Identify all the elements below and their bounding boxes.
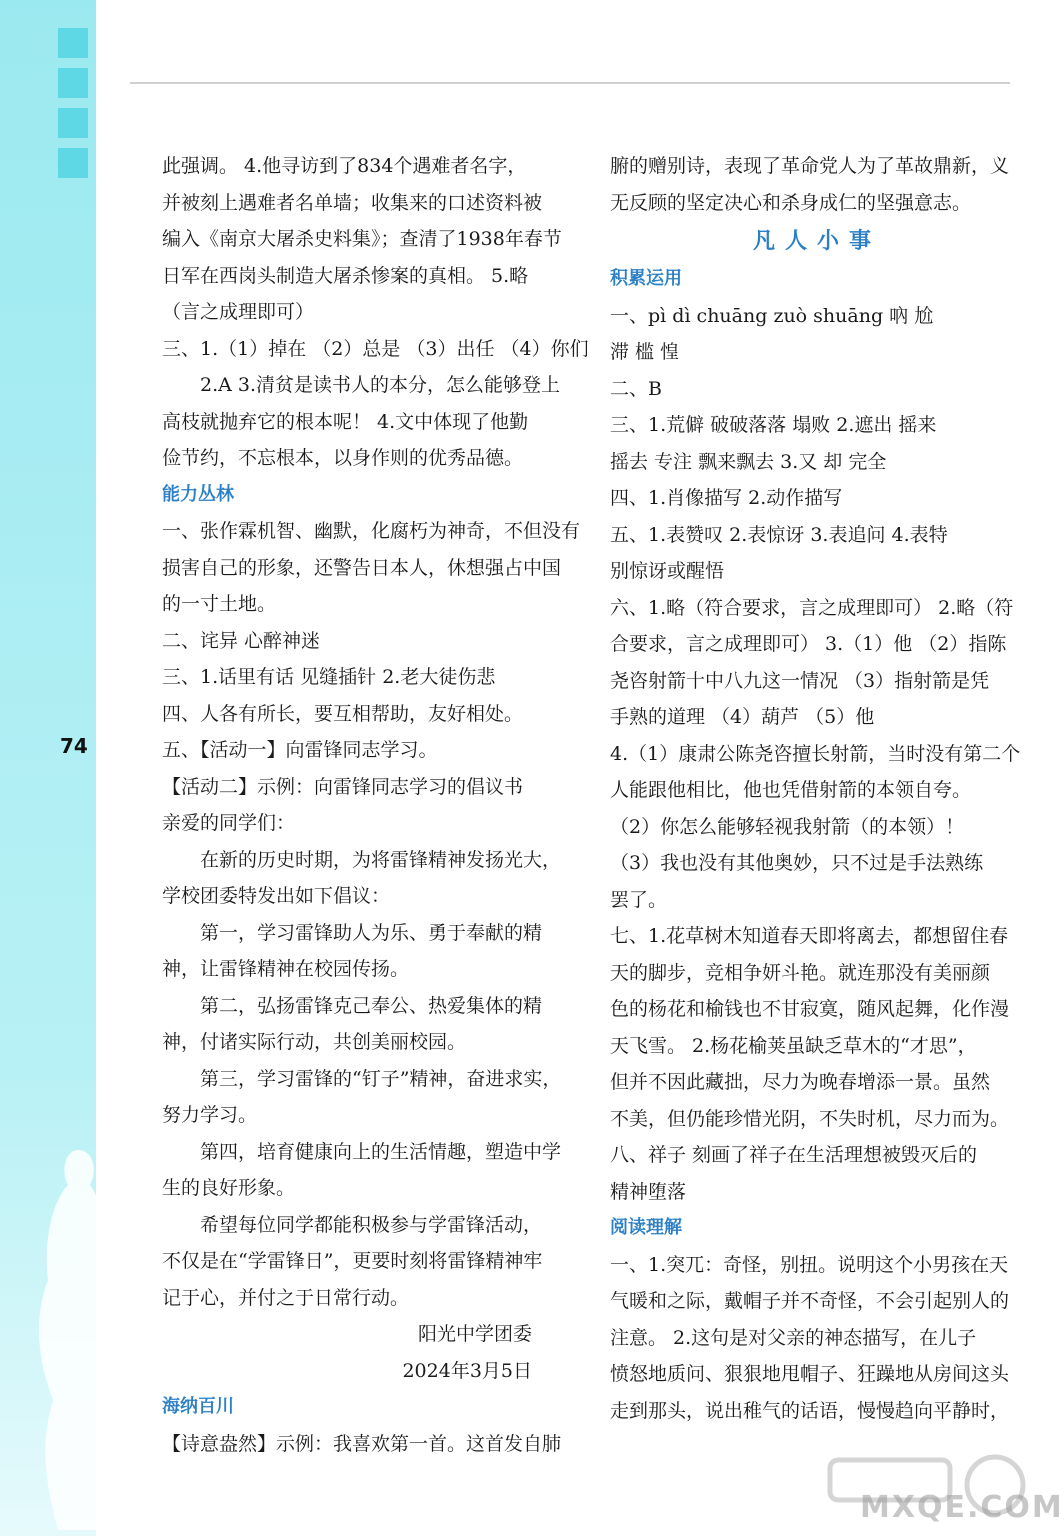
answer-line: 走到那头，说出稚气的话语，慢慢趋向平静时， (610, 1399, 1010, 1422)
answer-line: （言之成理即可） (162, 301, 315, 323)
answer-line: （2）你怎么能够轻视我射箭（的本领）！ (610, 815, 965, 838)
answer-line: 努力学习。 (162, 1104, 258, 1126)
answer-line: 三、1.话里有话 见缝插针 2.老大徒伤悲 (162, 666, 496, 688)
answer-line: 第三，学习雷锋的“钉子”精神，奋进求实， (200, 1067, 562, 1090)
answer-line: 并被刻上遇难者名单墙；收集来的口述资料被 (162, 191, 543, 214)
answer-line: （3）我也没有其他奥妙，只不过是手法熟练 (610, 852, 984, 874)
answer-line: 无反顾的坚定决心和杀身成仁的坚强意志。 (610, 191, 972, 214)
answer-line: 精神堕落 (610, 1180, 687, 1203)
answer-line: 神，让雷锋精神在校园传扬。 (162, 958, 410, 980)
answer-line: 学校团委特发出如下倡议： (162, 885, 391, 907)
right-answer-column (610, 148, 1024, 1429)
signature-line: 2024年3月5日 (402, 1359, 532, 1382)
answer-line: 高枝就抛弃它的根本呢！ 4.文中体现了他勤 (162, 410, 529, 433)
answer-line: 记于心，并付之于日常行动。 (162, 1286, 410, 1309)
page-number: 74 (60, 734, 88, 758)
answer-line: 【活动二】示例：向雷锋同志学习的倡议书 (162, 775, 524, 798)
answer-line: 2.A 3.清贫是读书人的本分，怎么能够登上 (200, 374, 561, 396)
answer-line: 一、张作霖机智、幽默，化腐朽为神奇，不但没有 (162, 520, 581, 542)
answer-line: 一、1.突兀：奇怪，别扭。说明这个小男孩在天 (610, 1253, 1009, 1276)
answer-line: 二、诧异 心醉神迷 (162, 629, 321, 652)
running-figure-silhouette (18, 1150, 138, 1530)
answer-line: 八、祥子 刻画了祥子在生活理想被毁灭后的 (610, 1144, 978, 1166)
answer-line: 此强调。 4.他寻访到了834个遇难者名字， (162, 155, 527, 177)
watermark-text: MXQE.COM (860, 1490, 1064, 1525)
answer-line: 人能跟他相比，他也凭借射箭的本领自夸。 (610, 779, 972, 801)
answer-line: 注意。 2.这句是对父亲的神态描写，在儿子 (610, 1326, 977, 1349)
answer-line: 摇去 专注 飘来飘去 3.又 却 完全 (610, 450, 887, 473)
answer-line: 别惊讶或醒悟 (610, 560, 725, 582)
answer-line: 日军在西岗头制造大屠杀惨案的真相。 5.略 (162, 264, 529, 287)
answer-line: 生的良好形象。 (162, 1177, 296, 1199)
signature-line: 阳光中学团委 (417, 1323, 532, 1345)
answer-line: 二、B (610, 377, 662, 400)
answer-line: 色的杨花和榆钱也不甘寂寞，随风起舞，化作漫 (610, 998, 1010, 1020)
answer-line: 愤怒地质问、狠狠地甩帽子、狂躁地从房间这头 (610, 1363, 1010, 1385)
section-heading: 海纳百川 (162, 1396, 234, 1417)
answer-line: 第一，学习雷锋助人为乐、勇于奉献的精 (200, 921, 543, 944)
answer-line: 不美，但仍能珍惜光阴，不失时机，尽力而为。 (610, 1107, 1010, 1130)
answer-line: 第四，培育健康向上的生活情趣，塑造中学 (200, 1140, 562, 1163)
section-heading: 积累运用 (610, 268, 682, 289)
answer-line: 神，付诸实际行动，共创美丽校园。 (162, 1031, 467, 1053)
answer-line: 但并不因此藏拙，尽力为晚春增添一景。虽然 (610, 1071, 991, 1093)
left-answer-column (162, 148, 589, 1462)
answer-line: 4.（1）康肃公陈尧咨擅长射箭，当时没有第二个 (610, 742, 1021, 765)
section-heading: 能力丛林 (162, 483, 234, 505)
answer-line: 五、1.表赞叹 2.表惊讶 3.表追问 4.表特 (610, 523, 948, 546)
answer-line: 一、pì dì chuāng zuò shuāng 吶 尬 (610, 304, 934, 327)
answer-line: 三、1.（1）掉在 （2）总是 （3）出任 （4）你们 (162, 337, 589, 360)
answer-line: 腑的赠别诗，表现了革命党人为了革故鼎新，义 (610, 155, 1010, 177)
answer-line: 【诗意盎然】示例：我喜欢第一首。这首发自肺 (162, 1432, 562, 1455)
answer-line: 四、人各有所长，要互相帮助，友好相处。 (162, 702, 524, 725)
answer-line: 五、【活动一】向雷锋同志学习。 (162, 739, 438, 761)
answer-line: 六、1.略（符合要求，言之成理即可） 2.略（符 (610, 596, 1014, 619)
answer-line: 损害自己的形象，还警告日本人，休想强占中国 (162, 556, 562, 579)
answer-line: 气暖和之际，戴帽子并不奇怪，不会引起别人的 (610, 1290, 1010, 1312)
answer-line: 天飞雪。 2.杨花榆荚虽缺乏草木的“才思”， (610, 1034, 977, 1057)
answer-line: 俭节约，不忘根本，以身作则的优秀品德。 (162, 447, 524, 469)
answer-line: 手熟的道理 （4）葫芦 （5）他 (610, 706, 875, 728)
lesson-title: 凡人小事 (752, 228, 881, 254)
section-heading: 阅读理解 (610, 1217, 682, 1238)
answer-line: 合要求，言之成理即可） 3.（1）他 （2）指陈 (610, 633, 1007, 655)
answer-line: 亲爱的同学们： (162, 812, 296, 834)
answer-line: 三、1.荒僻 破破落落 塌败 2.遮出 摇来 (610, 414, 937, 436)
decorative-blocks (58, 28, 88, 188)
answer-line: 滞 槛 惶 (610, 341, 680, 363)
top-rule (130, 82, 1010, 84)
answer-line: 在新的历史时期，为将雷锋精神发扬光大， (200, 848, 562, 871)
answer-line: 不仅是在“学雷锋日”，更要时刻将雷锋精神牢 (162, 1250, 543, 1272)
answer-line: 四、1.肖像描写 2.动作描写 (610, 487, 843, 509)
answer-line: 七、1.花草树木知道春天即将离去，都想留住春 (610, 925, 1009, 947)
answer-line: 编入《南京大屠杀史料集》；查清了1938年春节 (162, 228, 562, 250)
answer-line: 罢了。 (610, 888, 668, 911)
answer-line: 希望每位同学都能积极参与学雷锋活动， (200, 1213, 543, 1236)
answer-line: 的一寸土地。 (162, 593, 277, 615)
answer-line: 尧咨射箭十中八九这一情况 （3）指射箭是凭 (610, 669, 990, 692)
answer-line: 第二，弘扬雷锋克己奉公、热爱集体的精 (200, 994, 543, 1017)
answer-line: 天的脚步，竞相争妍斗艳。就连那没有美丽颜 (610, 961, 991, 984)
